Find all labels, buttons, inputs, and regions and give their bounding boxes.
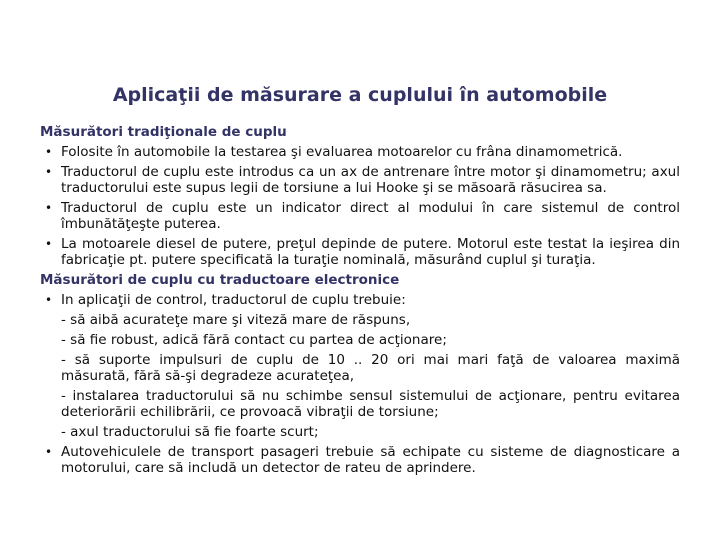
bullet-icon: • [45, 445, 53, 459]
sub-item-text: - axul traductorului să fie foarte scurt; [61, 424, 319, 440]
sub-item-text: - să aibă acurateţe mare şi viteză mare de răspuns, [61, 312, 411, 328]
bullet-icon: • [45, 145, 53, 159]
section-heading-traditional: Măsurători tradiţionale de cuplu [40, 124, 287, 140]
sub-item [40, 312, 680, 328]
bullet-item [40, 292, 680, 308]
bullet-text: Traductorul de cuplu este introdus ca un ax de antrenare între motor şi dinamometru; axul traductorului este supus legii de torsiune a lui Hooke şi se măsoară răsucirea sa. [61, 164, 680, 196]
bullet-text: Traductorul de cuplu este un indicator direct al modului în care sistemul de control îmbunătăţeşte puterea. [61, 200, 680, 232]
bullet-item [40, 236, 680, 268]
bullet-icon: • [45, 201, 53, 215]
sub-item-text: - instalarea traductorului să nu schimbe sensul sistemului de acţionare, pentru evitarea deteriorării echilibrării, ce provoacă vibraţii de torsiune; [61, 388, 680, 420]
bullet-item [40, 200, 680, 232]
slide-body [40, 124, 680, 476]
bullet-item [40, 144, 680, 160]
sub-item [40, 388, 680, 420]
sub-item-text: - să fie robust, adică fără contact cu partea de acţionare; [61, 332, 447, 348]
section-heading-electronic: Măsurători de cuplu cu traductoare electronice [40, 272, 400, 288]
sub-item [40, 424, 680, 440]
bullet-text: In aplicaţii de control, traductorul de cuplu trebuie: [61, 292, 406, 308]
slide-title: Aplicaţii de măsurare a cuplului în automobile [112, 84, 608, 106]
bullet-text: Folosite în automobile la testarea şi evaluarea motoarelor cu frâna dinamometrică. [61, 144, 623, 160]
bullet-icon: • [45, 165, 53, 179]
bullet-item [40, 164, 680, 196]
bullet-text: La motoarele diesel de putere, preţul depinde de putere. Motorul este testat la ieşirea din fabricaţie pt. putere specificată la turaţie nominală, măsurând cuplul şi turaţia. [61, 236, 680, 268]
sub-item-text: - să suporte impulsuri de cuplu de 10 .. 20 ori mai mari faţă de valoarea maximă măsurată, fără să-şi degradeze acurateţea, [61, 352, 680, 384]
bullet-icon: • [45, 237, 53, 251]
bullet-item [40, 444, 680, 476]
bullet-icon: • [45, 293, 53, 307]
bullet-text: Autovehiculele de transport pasageri trebuie să echipate cu sisteme de diagnosticare a motorului, care să includă un detector de rateu de aprindere. [61, 444, 680, 476]
sub-item [40, 332, 680, 348]
sub-item [40, 352, 680, 384]
